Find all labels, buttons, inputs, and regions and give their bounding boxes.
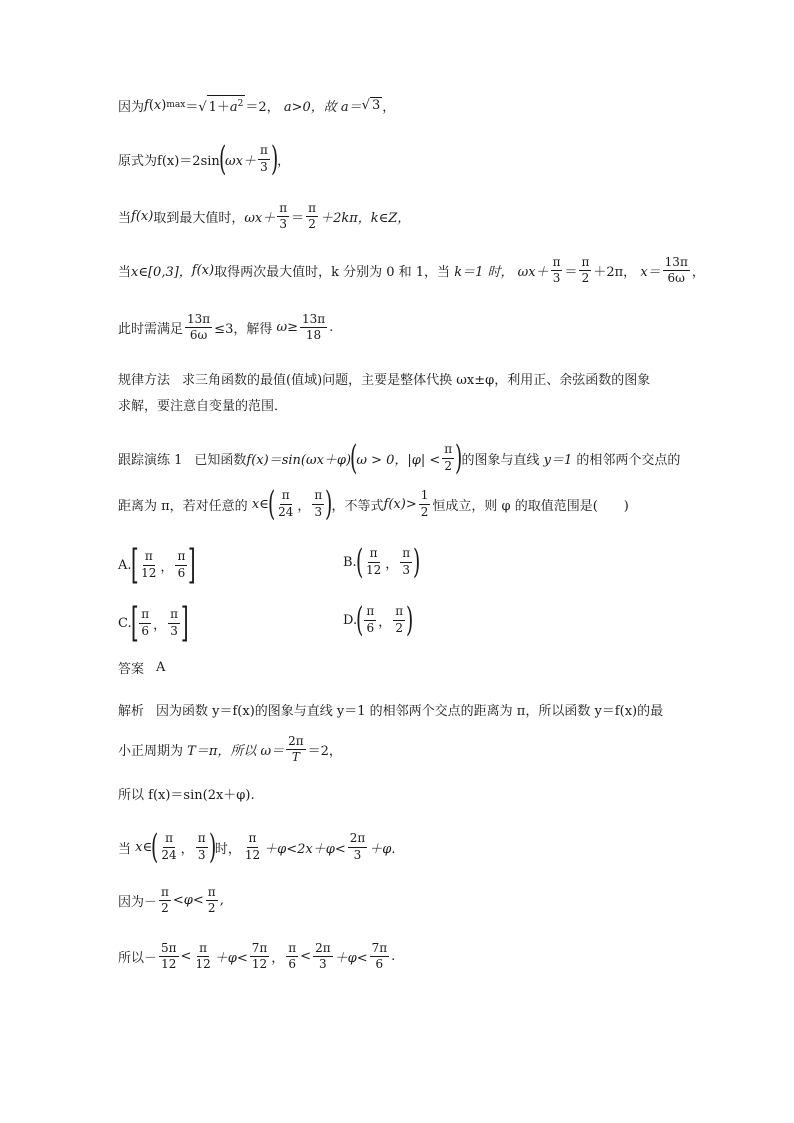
fraction: $\frac{1}{2}$ [420, 488, 429, 519]
text: ≤3，解得 [214, 322, 273, 338]
math: f(x)＝sin(ωx＋φ) [246, 452, 352, 468]
math: ωx＋ [517, 265, 549, 281]
text: a>0，故 [283, 99, 337, 115]
math: ＋φ. [369, 841, 396, 857]
fraction: $\frac{\pi}{2}$ [161, 885, 169, 916]
method-line-2 [118, 395, 287, 414]
math: x＝ [640, 265, 661, 281]
fraction: $\frac{\pi}{6}$ [288, 941, 297, 972]
fraction: $\frac{\pi}{2}$ [444, 442, 453, 473]
math: <φ< [172, 893, 204, 909]
fraction: $\frac{\pi}{12}$ [244, 831, 261, 862]
answer-line [118, 658, 165, 677]
sqrt-expr: √ $1+a^2$ [198, 95, 245, 115]
option-d[interactable]: D. ( $\frac{\pi}{6}$ ， $\frac{\pi}{2}$ ) [343, 600, 414, 640]
fraction: $\frac{2\pi}{T}$ [288, 734, 304, 765]
fraction: $\frac{\pi}{24}$ [278, 488, 294, 519]
fraction: $\frac{13\pi}{6\omega}$ [664, 255, 688, 286]
fraction: $\frac{\pi}{3}$ [279, 201, 288, 232]
analysis-line-5 [118, 886, 224, 915]
math: x∈[0,3]， [131, 265, 192, 281]
fraction: $\frac{\pi}{3}$ [314, 488, 323, 519]
math: ω＝ [260, 744, 285, 760]
fraction: $\frac{\pi}{6}$ [141, 607, 150, 638]
text: ， [382, 99, 396, 115]
fraction: $\frac{\pi}{3}$ [170, 607, 179, 638]
text: 因为－ [118, 895, 158, 911]
analysis-line-4: 当 x∈ ( $\frac{\pi}{24}$ ， $\frac{\pi}{3}$ ) 时， $\frac{\pi}{12}$ ＋φ<2x＋φ< $\frac{2\pi}{3}$ ＋φ. [118, 827, 396, 867]
text: 因为 [118, 99, 145, 115]
option-label: B. [343, 554, 357, 570]
method-label: 规律方法 [118, 373, 171, 388]
math: ω > 0，|φ| < [356, 452, 441, 468]
line-amplitude: 因为 f ( x ) max ＝ √ $1+a^2$ ＝2， a>0，故 a＝ √ 3 ， [118, 95, 395, 115]
fraction: $\frac{\pi}{2}$ [395, 604, 404, 635]
math: y＝1 [543, 452, 573, 468]
option-a[interactable]: A. [ $\frac{\pi}{12}$ ， $\frac{\pi}{6}$ ] [118, 542, 197, 588]
text: 所以 f(x)＝sin(2x＋φ). [118, 788, 255, 803]
math: x∈ [135, 839, 153, 855]
fraction: $\frac{2\pi}{3}$ [315, 941, 331, 972]
math: ＝ [564, 265, 578, 281]
fraction: $\frac{\pi}{2}$ [308, 201, 317, 232]
option-label: A. [118, 557, 132, 573]
text: ＝2， [245, 99, 280, 115]
math: T＝π，所以 [187, 744, 257, 760]
option-label: C. [118, 615, 132, 631]
math: f(x) [191, 263, 215, 279]
math: f [144, 97, 149, 113]
method-text-2: 求解，要注意自变量的范围． [118, 399, 288, 414]
math: f(x)> [383, 496, 417, 512]
text: 取得两次最大值时， [214, 265, 332, 281]
fraction: $\frac{\pi}{2}$ [207, 885, 216, 916]
exercise-line-1: 跟踪演练 1 已知函数 f(x)＝sin(ωx＋φ) ( ω > 0，|φ| < $\frac{\pi}{2}$ ) 的图象与直线 y＝1 的相邻两个交点的 [118, 438, 681, 478]
method-text: 求三角函数的最值(值域)问题，主要是整体代换 ωx±φ，利用正、余弦函数的图象 [182, 373, 651, 388]
fraction: $\frac{\pi}{12}$ [195, 941, 211, 972]
text: 当 [118, 265, 132, 281]
fraction: $\frac{5\pi}{12}$ [161, 941, 177, 972]
fraction: $\frac{7\pi}{6}$ [371, 941, 388, 972]
line-original-form: 原式为 f(x)＝2sin ( ωx＋ $\frac{\pi}{3}$ ) ， [118, 139, 291, 179]
text: ，不等式 [331, 498, 384, 514]
answer-value: A [156, 660, 166, 675]
exercise-line-2: 距离为 π，若对任意的 x∈ ( $\frac{\pi}{24}$ ， $\frac{\pi}{3}$ ) ，不等式 f(x)> $\frac{1}{2}$ 恒成立，则 φ 的取值范围是( ) [118, 484, 629, 524]
fraction: $\frac{\pi}{2}$ [581, 255, 590, 286]
math: ＋2π， [593, 265, 637, 281]
fraction: $\frac{\pi}{3}$ [197, 831, 206, 862]
math: x∈ [251, 496, 269, 512]
math: ＝2， [307, 744, 342, 760]
text: 恒成立，则 φ 的取值范围是( ) [432, 498, 629, 514]
analysis-line-2 [118, 735, 342, 764]
option-label: D. [343, 612, 358, 628]
math: ＝ [291, 211, 305, 227]
analysis-line-6 [118, 942, 395, 971]
text: 的相邻两个交点的 [576, 452, 681, 468]
text: ， [277, 153, 291, 169]
text: 此时需满足 [118, 322, 184, 338]
text: a＝ [340, 99, 362, 115]
method-line-1 [118, 369, 650, 388]
math: ＋φ< [214, 951, 248, 967]
exercise-label: 跟踪演练 1 [118, 452, 183, 468]
analysis-text: 因为函数 y＝f(x)的图象与直线 y＝1 的相邻两个交点的距离为 π，所以函数 y＝f(x)的最 [156, 704, 664, 719]
fraction: $\frac{\pi}{3}$ [402, 546, 411, 577]
text: 所以－ [118, 951, 158, 967]
text: ， [271, 951, 285, 967]
math: ωx＋ [244, 211, 276, 227]
line-solve [118, 313, 333, 342]
math: ωx＋ [225, 153, 256, 169]
text: 距离为 π，若对任意的 [118, 498, 248, 514]
math: k＝1 时， [454, 265, 514, 281]
math: f(x) [131, 209, 154, 225]
text: 原式为 [118, 153, 158, 169]
analysis-line-3 [118, 784, 255, 803]
text: 已知函数 [194, 452, 247, 468]
text: 当 [118, 211, 132, 227]
math: k∈Z， [370, 211, 411, 227]
math: ω≥ [276, 320, 298, 336]
math: ＋φ<2x＋φ< [264, 841, 346, 857]
text: 时， [214, 841, 241, 857]
text: . [329, 320, 334, 336]
text: 的图象与直线 [461, 452, 540, 468]
math: ＋φ< [334, 951, 368, 967]
text: 当 [118, 841, 132, 857]
math: f(x)＝2sin [157, 153, 220, 169]
fraction: $\frac{2\pi}{3}$ [349, 831, 366, 862]
math: < [300, 949, 312, 965]
text: . [391, 949, 396, 965]
fraction: $\frac{\pi}{24}$ [161, 831, 177, 862]
text: 小正周期为 [118, 744, 184, 760]
text: ＝ [185, 99, 199, 115]
sqrt-3: √ 3 [361, 98, 381, 113]
answer-label: 答案 [118, 662, 145, 677]
text: , [219, 893, 224, 909]
text: k 分别为 0 和 1，当 [331, 265, 451, 281]
math: ＋2kπ， [320, 211, 371, 227]
analysis-label: 解析 [118, 704, 145, 719]
fraction: $\frac{\pi}{3}$ [259, 143, 268, 174]
line-two-max [118, 256, 705, 285]
text: 取到最大值时， [153, 211, 245, 227]
fraction: $\frac{\pi}{12}$ [365, 546, 382, 577]
fraction: $\frac{7\pi}{12}$ [251, 941, 268, 972]
text: ， [691, 265, 705, 281]
option-b[interactable]: B. ( $\frac{\pi}{12}$ ， $\frac{\pi}{3}$ ) [343, 542, 421, 582]
fraction: $\frac{13\pi}{6\omega}$ [187, 312, 211, 343]
line-max-condition [118, 202, 410, 231]
fraction: $\frac{\pi}{12}$ [141, 549, 157, 580]
fraction: $\frac{\pi}{6}$ [366, 604, 375, 635]
analysis-line-1 [118, 700, 663, 719]
fraction: $\frac{13\pi}{18}$ [301, 312, 326, 343]
fraction: $\frac{\pi}{6}$ [177, 549, 186, 580]
fraction: $\frac{\pi}{3}$ [552, 255, 561, 286]
option-c[interactable]: C. [ $\frac{\pi}{6}$ ， $\frac{\pi}{3}$ ] [118, 600, 189, 646]
math: < [180, 949, 192, 965]
